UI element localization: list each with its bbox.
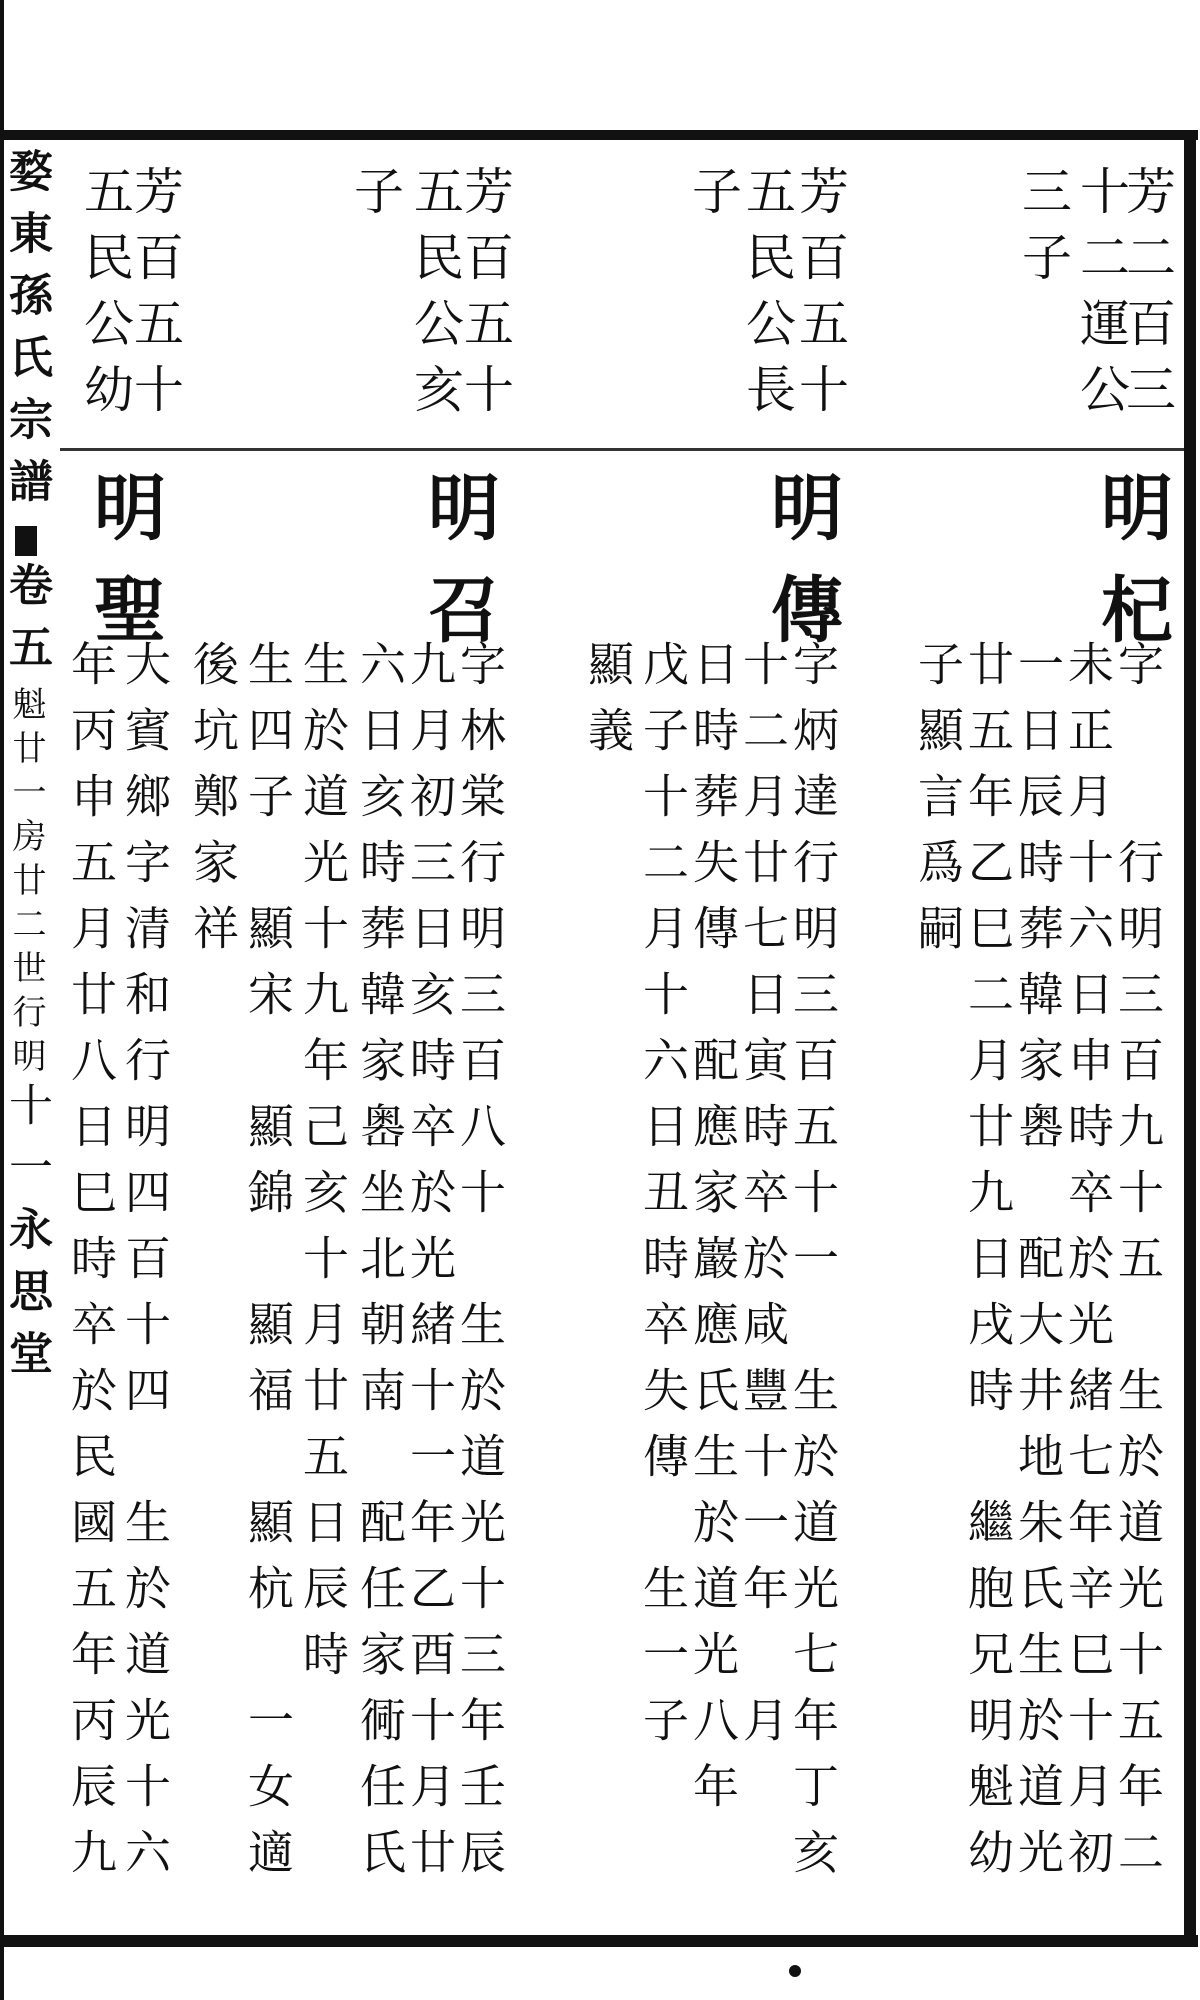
entry-0-line-1: 未正月十六日申時卒於光緒七年辛巳十月初 [1061,640,1115,1894]
gen-line2-1: 五民公長 [738,165,796,429]
top-border [0,130,1198,140]
margin-section: 魁廿一房廿二世行明 [6,686,46,1082]
bottom-border [0,1935,1198,1947]
entry-2-line-5: 後坑鄭家祥 [186,640,240,970]
entry-1-line-3: 戊子十二月十六日丑時卒失傳 生一子 [636,640,690,1762]
margin-volume: 卷五 [1,562,52,686]
ink-dot [789,1965,801,1977]
gen-line3-1: 子 [684,165,742,231]
margin-page-number: 十一 [1,1082,52,1206]
person-name-0: 明杞 [1089,470,1174,674]
margin-column [1,148,52,1933]
person-name-3: 明聖 [82,470,167,674]
entry-3-line-0: 大賓鄉字清和行明四百十四 生於道光十六 [118,640,172,1894]
gen-line1-1: 芳百五十 [791,165,849,429]
entry-1-line-2: 日時葬失傳 配應家巖應氏生於道光八年 [686,640,740,1828]
gen-line2-3: 五民公幼 [76,165,134,429]
entry-3-line-1: 年丙申五月廿八日巳時卒於民國五年丙辰九 [64,640,118,1894]
entry-1-line-0: 字炳達行明三百五十一 生於道光七年丁亥 [786,640,840,1894]
entry-1-line-1: 十二月廿七日寅時卒於咸豐十一年 月 [736,640,790,1762]
gen-line1-2: 芳百五十 [456,165,514,429]
margin-title: 婺東孫氏宗譜 [1,148,52,520]
entry-2-line-2: 六日亥時葬韓家嶴坐北朝南 配任家衕任氏 [353,640,407,1894]
right-border [1184,130,1196,1947]
generation-divider [60,448,1184,451]
gen-line2-0: 十二運公 [1072,165,1130,429]
entry-0-line-0: 字 行明三百九十五 生於道光十五年二 [1111,640,1165,1894]
person-name-2: 明召 [416,470,501,674]
gen-line3-0: 三子 [1014,165,1072,297]
gen-line1-3: 芳百五十 [126,165,184,429]
entry-0-line-2: 一日辰時葬韓家嶴 配大井地朱氏生於道光 [1011,640,1065,1894]
entry-2-line-1: 九月初三日亥時卒於光緒十一年乙酉十月廿 [403,640,457,1894]
person-name-1: 明傳 [759,470,844,674]
entry-1-line-4: 顯義 [581,640,635,772]
entry-2-line-3: 生於道光十九年己亥十月廿五日辰時 [296,640,350,1696]
entry-0-line-4: 子顯言爲嗣 [911,640,965,970]
fishtail-mark [15,526,37,556]
entry-2-line-0: 字林棠行明三百八十 生於道光十三年壬辰 [453,640,507,1894]
gen-line2-2: 五民公亥 [406,165,464,429]
gen-line3-2: 子 [346,165,404,231]
gen-line1-0: 芳二百三 [1118,165,1176,429]
margin-hall: 永思堂 [1,1206,52,1392]
entry-0-line-3: 廿五年乙巳二月廿九日戌時 繼胞兄明魁幼 [961,640,1015,1894]
entry-2-line-4: 生四子 顯宋 顯錦 顯福 顯杭 一女適 [241,640,295,1894]
